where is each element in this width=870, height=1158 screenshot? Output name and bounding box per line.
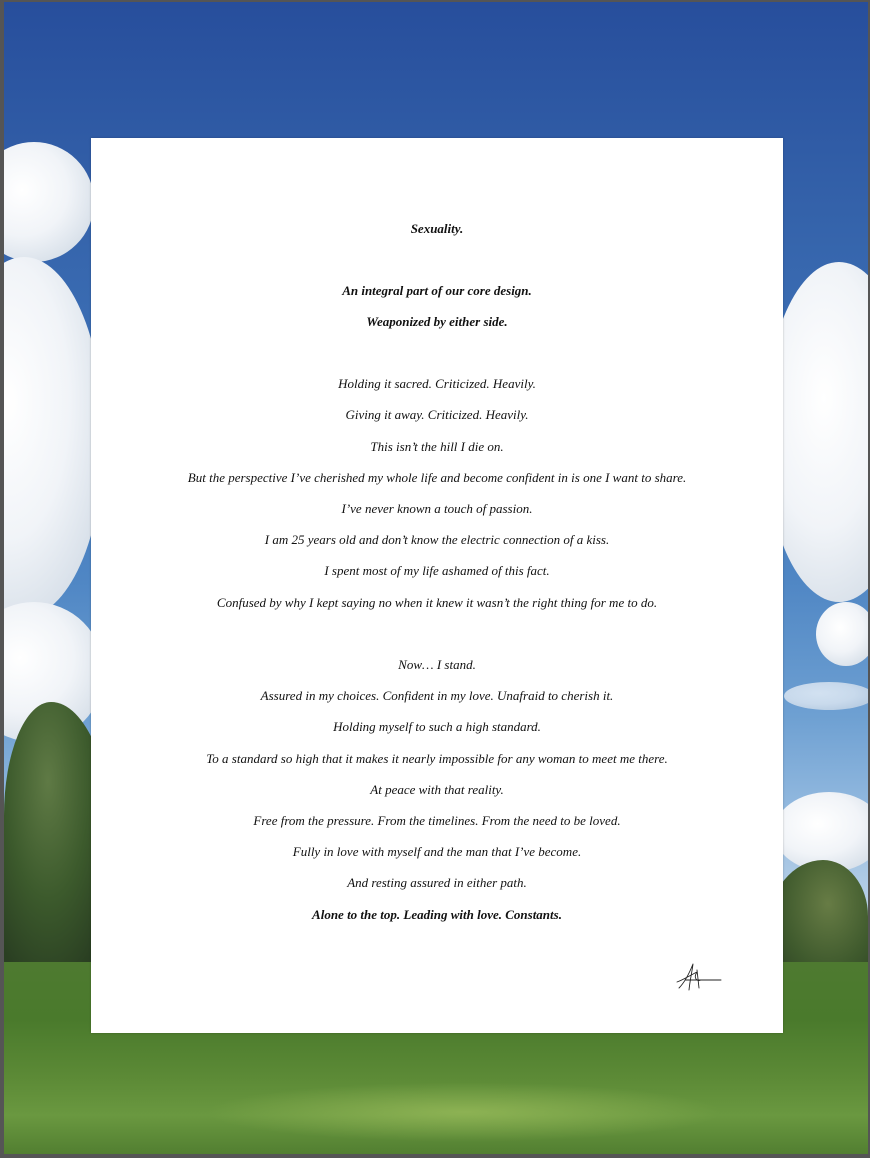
cloud-left-mid <box>4 257 104 617</box>
poem-line: Giving it away. Criticized. Heavily. <box>345 407 529 422</box>
poem-line: At peace with that reality. <box>370 782 504 797</box>
poem-line: Confused by why I kept saying no when it knew it wasn’t the right thing for me to do. <box>216 595 658 610</box>
poem-line: I’ve never known a touch of passion. <box>341 501 533 516</box>
closing-line: Alone to the top. Leading with love. Constants. <box>312 907 562 922</box>
poem-line: And resting assured in either path. <box>347 875 527 890</box>
poem-line: To a standard so high that it makes it nearly impossible for any woman to meet me there. <box>206 751 668 766</box>
poem-line: Fully in love with myself and the man that I’ve become. <box>292 844 582 859</box>
poem-line: Holding it sacred. Criticized. Heavily. <box>338 376 536 391</box>
poem-line: This isn’t the hill I die on. <box>370 439 504 454</box>
poem-line: I spent most of my life ashamed of this fact. <box>324 563 550 578</box>
cloud-right-wisp <box>784 682 868 710</box>
poem-line: Now… I stand. <box>398 657 476 672</box>
poem-line: Holding myself to such a high standard. <box>333 719 541 734</box>
signature <box>675 960 723 994</box>
intro-line: An integral part of our core design. <box>342 283 532 298</box>
poem-line: I am 25 years old and don’t know the electric connection of a kiss. <box>264 532 610 547</box>
poem-line: Free from the pressure. From the timelines. From the need to be loved. <box>253 813 621 828</box>
poem-title: Sexuality. <box>410 221 464 236</box>
cloud-left-top <box>4 142 94 262</box>
poem-page <box>91 138 783 1033</box>
poem-line: Assured in my choices. Confident in my love. Unafraid to cherish it. <box>260 688 614 703</box>
cloud-right-small <box>816 602 868 666</box>
grass-sunlight <box>204 1082 724 1142</box>
intro-line: Weaponized by either side. <box>366 314 508 329</box>
poem-line: But the perspective I’ve cherished my whole life and become confident in is one I want to share. <box>187 470 687 485</box>
